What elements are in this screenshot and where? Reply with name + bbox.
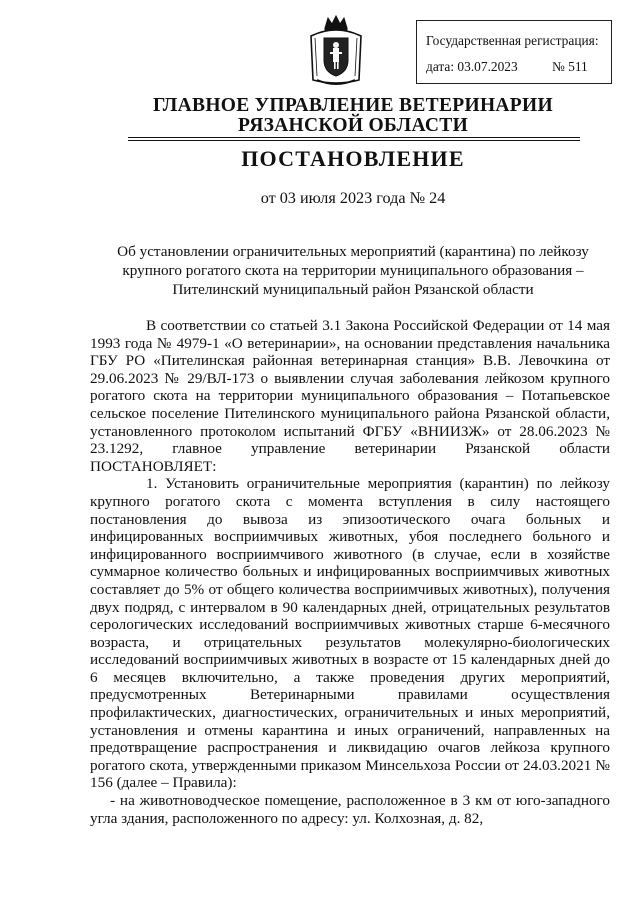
registration-label: Государственная регистрация: <box>426 33 599 48</box>
organization-name-line1: ГЛАВНОЕ УПРАВЛЕНИЕ ВЕТЕРИНАРИИ <box>153 95 553 116</box>
preamble-paragraph: В соответствии со статьей 3.1 Закона Российской Федерации от 14 мая 1993 года № 4979-1 «О ветеринарии», на основании представления начальника ГБУ РО «Пителинская районная ветеринарная станция» В.В. Левочкина от 29.06.2023 № 29/ВЛ-173 о выявлении случая заболевания лейкозом крупного рогатого скота на территории муниципального образования – Потапьевское сельское поселение Пителинского муниципального района Рязанской области, установленного протоколом испытаний ФГБУ «ВНИИЗЖ» от 28.06.2023 № 23.1292, главное управление ветеринарии Рязанской области ПОСТАНОВЛЯЕТ: <box>90 317 610 475</box>
registration-number: № 511 <box>552 59 588 74</box>
document-type-title: ПОСТАНОВЛЕНИЕ <box>241 146 465 171</box>
document-date-number: от 03 июля 2023 года № 24 <box>260 189 446 207</box>
coat-of-arms-emblem <box>307 14 365 90</box>
header-rule-bottom <box>128 140 580 141</box>
state-registration-stamp <box>416 20 612 84</box>
document-body <box>90 317 610 827</box>
bullet-paragraph: - на животноводческое помещение, расположенное в 3 км от юго-западного угла здания, расположенного по адресу: ул. Колхозная, д. 82, <box>90 792 610 827</box>
registration-date: дата: 03.07.2023 <box>426 59 518 74</box>
item-1-paragraph: 1. Установить ограничительные мероприятия (карантин) по лейкозу крупного рогатого скота с момента вступления в силу настоящего постановления до вывоза из эпизоотического очага больных и инфицированных восприимчивых животных, убоя последнего больного и инфицированного восприимчивого животного (в случае, если в хозяйстве суммарное количество больных и инфицированных восприимчивых животных составляет до 5% от общего количества восприимчивых животных), получения двух подряд, с интервалом в 90 календарных дней, отрицательных результатов серологических исследований восприимчивых животных старше 6-месячного возраста, и отрицательных результатов молекулярно-биологических исследований восприимчивых животных в возрасте от 15 календарных дней до 6 месяцев включительно, а также проведения других мероприятий, предусмотренных Ветеринарными правилами осуществления профилактических, диагностических, ограничительных и иных мероприятий, установления и отмены карантина и иных ограничений, направленных на предотвращение распространения и ликвидацию очагов лейкоза крупного рогатого скота, утвержденными приказом Минсельхоза России от 24.03.2021 № 156 (далее – Правила): <box>90 475 610 792</box>
header-rule-top <box>128 137 580 138</box>
document-subject: Об установлении ограничительных мероприятий (карантина) по лейкозу крупного рогатого скота на территории муниципального образования – Пителинский муниципальный район Рязанской области <box>117 243 589 298</box>
organization-name-line2: РЯЗАНСКОЙ ОБЛАСТИ <box>237 115 469 136</box>
